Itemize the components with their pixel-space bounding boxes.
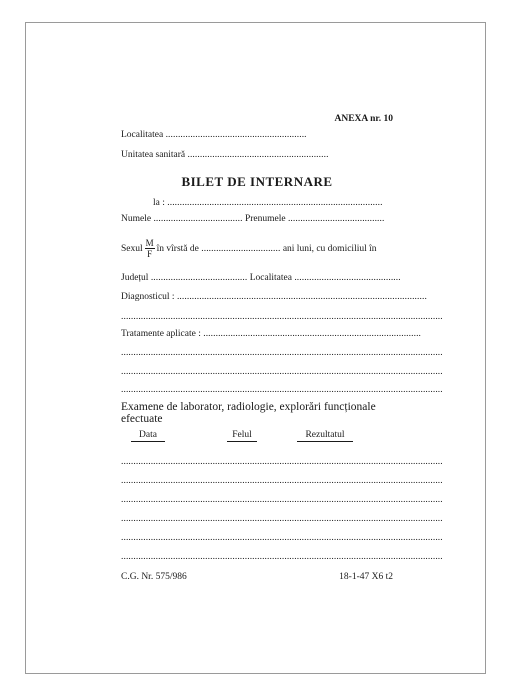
unitatea-label: Unitatea sanitară [121,150,186,160]
exam-row-5[interactable]: .................................................................................................................................. [121,533,443,543]
la-field[interactable]: ....................................................................................... [167,198,383,208]
sexul-line [121,237,393,261]
exam-row-2[interactable]: .................................................................................................................................. [121,476,443,486]
localitatea-field[interactable]: ......................................................... [165,130,307,140]
localitatea-label: Localitatea [121,130,164,140]
exam-row-6[interactable]: .................................................................................................................................. [121,552,443,562]
prenumele-label: Prenumele [244,214,286,224]
page-title: BILET DE INTERNARE [181,174,333,189]
tratamente-extra-line-2[interactable]: .................................................................................................................................. [121,367,443,377]
sexul-label: Sexul [121,244,143,254]
judetul-line [121,272,401,284]
ani-luni-label: ani luni, cu domiciliul în [282,244,377,254]
exam-row-3[interactable]: .................................................................................................................................. [121,495,443,505]
sex-fraction[interactable] [145,238,155,259]
column-rezultatul: Rezultatul [297,430,353,442]
exam-row-1[interactable]: .................................................................................................................................. [121,457,443,467]
tratamente-line [121,328,422,340]
localitatea2-label: Localitatea [249,273,292,283]
unitatea-line [121,149,393,161]
localitatea-line [121,129,393,141]
sex-f: F [147,249,153,260]
footer-left: C.G. Nr. 575/986 [121,572,187,582]
la-line [153,197,393,209]
tratamente-extra-line-3[interactable]: .................................................................................................................................. [121,385,443,395]
numele-line [121,213,393,225]
column-felul: Felul [227,430,257,442]
diagnosticul-extra-line[interactable]: .................................................................................................................................. [121,312,443,322]
prenumele-field[interactable]: ....................................... [287,214,385,224]
virsta-label: în vîrstă de [156,244,199,254]
diagnosticul-label: Diagnosticul : [121,292,175,302]
tratamente-extra-line-1[interactable]: .................................................................................................................................. [121,348,443,358]
diagnosticul-line [121,291,427,303]
annex-label: ANEXA nr. 10 [334,114,393,124]
sex-m: M [145,238,154,249]
column-data: Data [131,430,165,442]
judetul-label: Județul [121,273,149,283]
localitatea2-field[interactable]: ........................................... [294,273,401,283]
unitatea-field[interactable]: ......................................................... [187,150,329,160]
la-label: la : [153,198,165,208]
exam-row-4[interactable]: .................................................................................................................................. [121,514,443,524]
tratamente-label: Tratamente aplicate : [121,329,201,339]
judetul-field[interactable]: ....................................... [150,273,248,283]
examene-label: Examene de laborator, radiologie, explorări funcționale efectuate [121,401,376,425]
virsta-field[interactable]: ................................ [201,244,281,254]
numele-label: Numele [121,214,152,224]
numele-field[interactable]: .................................... [153,214,243,224]
tratamente-field[interactable]: ........................................................................................ [203,329,422,339]
footer-right: 18-1-47 X6 t2 [339,572,393,582]
diagnosticul-field[interactable]: ..................................................................................................... [176,292,427,302]
